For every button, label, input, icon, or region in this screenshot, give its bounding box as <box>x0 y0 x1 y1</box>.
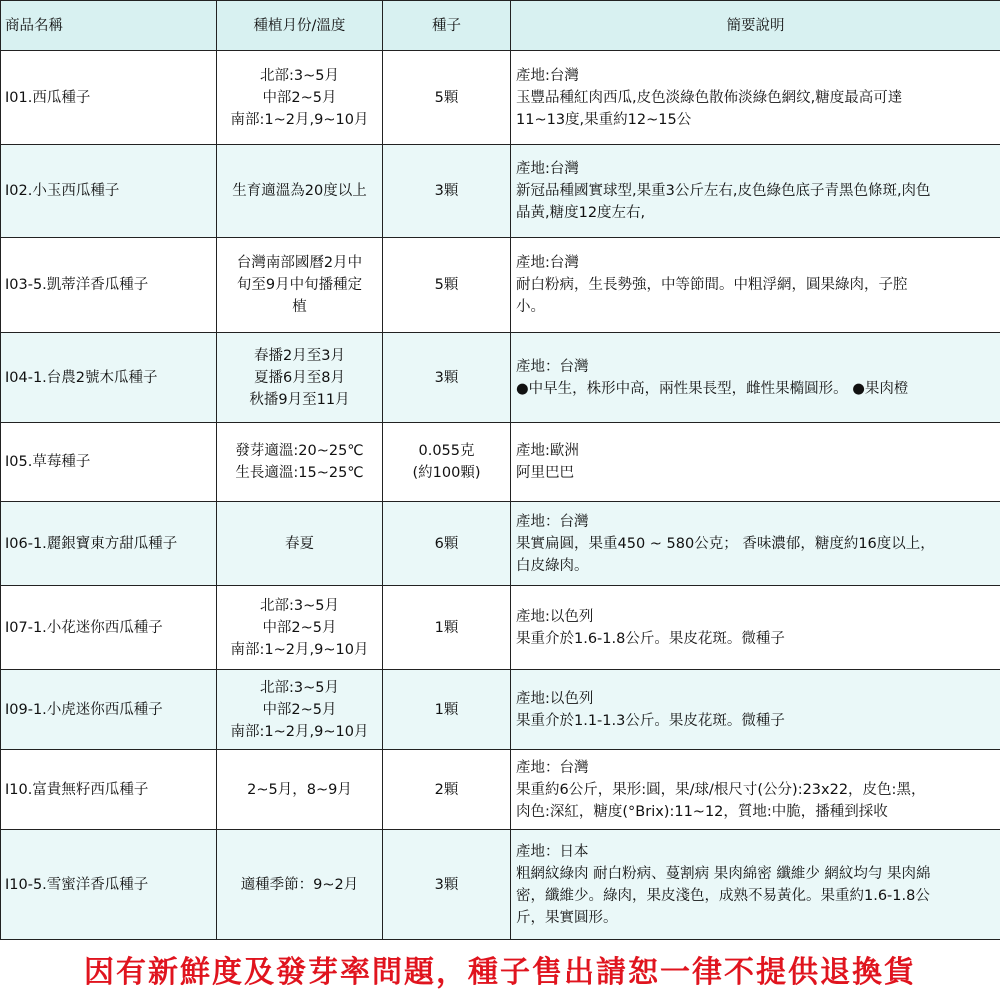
table-row <box>1 423 1000 502</box>
planting-info-line: 北部:3~5月 <box>260 67 339 84</box>
planting-info-line: 南部:1~2月,9~10月 <box>230 641 369 658</box>
seed-count-cell <box>383 51 511 145</box>
description-line: 耐白粉病，生長勢強，中等節間。中粗浮網，圓果綠肉，子腔 <box>516 277 908 293</box>
description-line: 產地:台灣 <box>516 161 579 177</box>
planting-info-line: 秋播9月至11月 <box>249 391 350 408</box>
product-name-cell: I04-1.台農2號木瓜種子 <box>1 333 217 423</box>
description-line: 斤，果實圓形。 <box>516 909 618 926</box>
product-name-cell: I05.草莓種子 <box>1 423 217 502</box>
planting-info-cell <box>217 145 383 238</box>
header-product-name: 商品名稱 <box>1 1 217 51</box>
planting-info-cell <box>217 333 383 423</box>
table-row <box>1 333 1000 423</box>
planting-info-line: 旬至9月中旬播種定 <box>236 277 363 293</box>
seed-count-line: 5顆 <box>434 89 459 106</box>
seed-count-cell <box>383 333 511 423</box>
product-name-cell: I09-1.小虎迷你西瓜種子 <box>1 670 217 750</box>
planting-info-line: 南部:1~2月,9~10月 <box>230 723 369 740</box>
planting-info-line: 中部2~5月 <box>262 619 337 636</box>
seed-count-line: 3顆 <box>434 369 459 386</box>
planting-info-line: 適種季節：9~2月 <box>240 876 359 893</box>
table-row <box>1 750 1000 830</box>
header-seeds: 種子 <box>383 1 511 51</box>
description-line: 果重介於1.6-1.8公斤。果皮花斑。微種子 <box>516 630 785 647</box>
description-cell <box>511 51 1000 145</box>
header-planting-month: 種植月份/溫度 <box>217 1 383 51</box>
description-cell <box>511 670 1000 750</box>
planting-info-cell <box>217 51 383 145</box>
product-name-cell: I01.西瓜種子 <box>1 51 217 145</box>
seed-count-cell <box>383 670 511 750</box>
seed-count-line: 3顆 <box>434 876 459 893</box>
seed-count-line: 6顆 <box>434 535 459 552</box>
table-header-row <box>1 1 1000 51</box>
planting-info-cell <box>217 830 383 940</box>
description-cell <box>511 502 1000 586</box>
planting-info-cell <box>217 670 383 750</box>
planting-info-line: 春夏 <box>285 535 314 552</box>
planting-info-cell <box>217 750 383 830</box>
description-line: 產地：台灣 <box>516 759 589 776</box>
planting-info-cell <box>217 502 383 586</box>
product-name-cell: I10.富貴無籽西瓜種子 <box>1 750 217 830</box>
planting-info-line: 植 <box>292 299 307 315</box>
planting-info-line: 生長適溫:15~25℃ <box>235 465 364 481</box>
description-line: 阿里巴巴 <box>516 465 574 481</box>
planting-info-line: 生育適溫為20度以上 <box>232 183 367 199</box>
planting-info-line: 中部2~5月 <box>262 89 337 106</box>
seed-count-line: 1顆 <box>434 619 459 636</box>
header-description: 簡要說明 <box>511 1 1000 51</box>
product-name-cell: I07-1.小花迷你西瓜種子 <box>1 586 217 670</box>
description-line: 果重介於1.1-1.3公斤。果皮花斑。微種子 <box>516 712 785 729</box>
description-line: 玉豐品種紅肉西瓜,皮色淡綠色散佈淡綠色網纹,糖度最高可達 <box>516 89 903 106</box>
seed-count-line: 0.055克 <box>418 443 475 459</box>
planting-info-line: 中部2~5月 <box>262 701 337 718</box>
planting-info-cell <box>217 586 383 670</box>
table-row <box>1 238 1000 333</box>
description-cell <box>511 333 1000 423</box>
seed-count-line: (約100顆) <box>412 465 481 481</box>
product-name-cell: I06-1.麗銀寶東方甜瓜種子 <box>1 502 217 586</box>
description-line: 產地：日本 <box>516 843 589 860</box>
description-line: 產地:以色列 <box>516 690 594 707</box>
description-line: 白皮綠肉。 <box>516 557 589 574</box>
seed-count-cell <box>383 586 511 670</box>
table-row <box>1 670 1000 750</box>
description-cell <box>511 238 1000 333</box>
planting-info-line: 北部:3~5月 <box>260 679 339 696</box>
description-line: 粗網紋綠肉 耐白粉病、蔓割病 果肉綿密 纖維少 網紋均勻 果肉綿 <box>516 865 931 882</box>
description-line: 肉色:深紅，糖度(°Brix):11~12，質地:中脆，播種到採收 <box>516 803 888 820</box>
description-line: 密，纖維少。綠肉，果皮淺色，成熟不易黃化。果重約1.6-1.8公 <box>516 887 930 904</box>
description-line: 產地:台灣 <box>516 67 579 84</box>
seed-count-line: 5顆 <box>434 277 459 293</box>
description-line: 產地：台灣 <box>516 358 589 375</box>
seed-count-cell <box>383 423 511 502</box>
seed-count-line: 1顆 <box>434 701 459 718</box>
planting-info-line: 2~5月，8~9月 <box>247 781 352 798</box>
description-line: 果重約6公斤，果形:圓，果/球/根尺寸(公分):23x22，皮色:黑， <box>516 781 926 798</box>
description-line: ●中早生，株形中高，兩性果長型，雌性果橢圓形。 ●果肉橙 <box>516 380 909 397</box>
planting-info-line: 南部:1~2月,9~10月 <box>230 111 369 128</box>
description-line: 11~13度,果重約12~15公 <box>516 111 692 128</box>
table-row <box>1 830 1000 940</box>
table-row <box>1 502 1000 586</box>
planting-info-cell <box>217 238 383 333</box>
description-cell <box>511 586 1000 670</box>
seed-count-line: 2顆 <box>434 781 459 798</box>
description-line: 新冠品種國實球型,果重3公斤左右,皮色綠色底子青黑色條斑,肉色 <box>516 183 931 199</box>
description-line: 產地:以色列 <box>516 608 594 625</box>
product-name-cell: I10-5.雪蜜洋香瓜種子 <box>1 830 217 940</box>
seed-count-line: 3顆 <box>434 183 459 199</box>
description-cell <box>511 750 1000 830</box>
description-line: 果實扁圓，果重450 ~ 580公克； 香味濃郁，糖度約16度以上， <box>516 535 935 552</box>
planting-info-line: 夏播6月至8月 <box>254 369 345 386</box>
planting-info-line: 台灣南部國曆2月中 <box>236 255 363 271</box>
planting-info-line: 北部:3~5月 <box>260 597 339 614</box>
description-line: 晶黃,糖度12度左右, <box>516 205 646 221</box>
product-name-cell: I02.小玉西瓜種子 <box>1 145 217 238</box>
seed-count-cell <box>383 750 511 830</box>
description-cell <box>511 830 1000 940</box>
seed-count-cell <box>383 238 511 333</box>
planting-info-cell <box>217 423 383 502</box>
product-name-cell: I03-5.凱蒂洋香瓜種子 <box>1 238 217 333</box>
description-cell <box>511 423 1000 502</box>
seed-count-cell <box>383 145 511 238</box>
description-cell <box>511 145 1000 238</box>
description-line: 小。 <box>516 299 545 315</box>
description-line: 產地:歐洲 <box>516 443 579 459</box>
seed-count-cell <box>383 830 511 940</box>
planting-info-line: 春播2月至3月 <box>254 347 345 364</box>
table-row <box>1 51 1000 145</box>
no-return-notice: 因有新鮮度及發芽率問題，種子售出請恕一律不提供退換貨 <box>84 955 916 990</box>
description-line: 產地:台灣 <box>516 255 579 271</box>
table-row <box>1 145 1000 238</box>
table-row <box>1 586 1000 670</box>
seed-count-cell <box>383 502 511 586</box>
planting-info-line: 發芽適溫:20~25℃ <box>235 443 364 459</box>
description-line: 產地：台灣 <box>516 513 589 530</box>
